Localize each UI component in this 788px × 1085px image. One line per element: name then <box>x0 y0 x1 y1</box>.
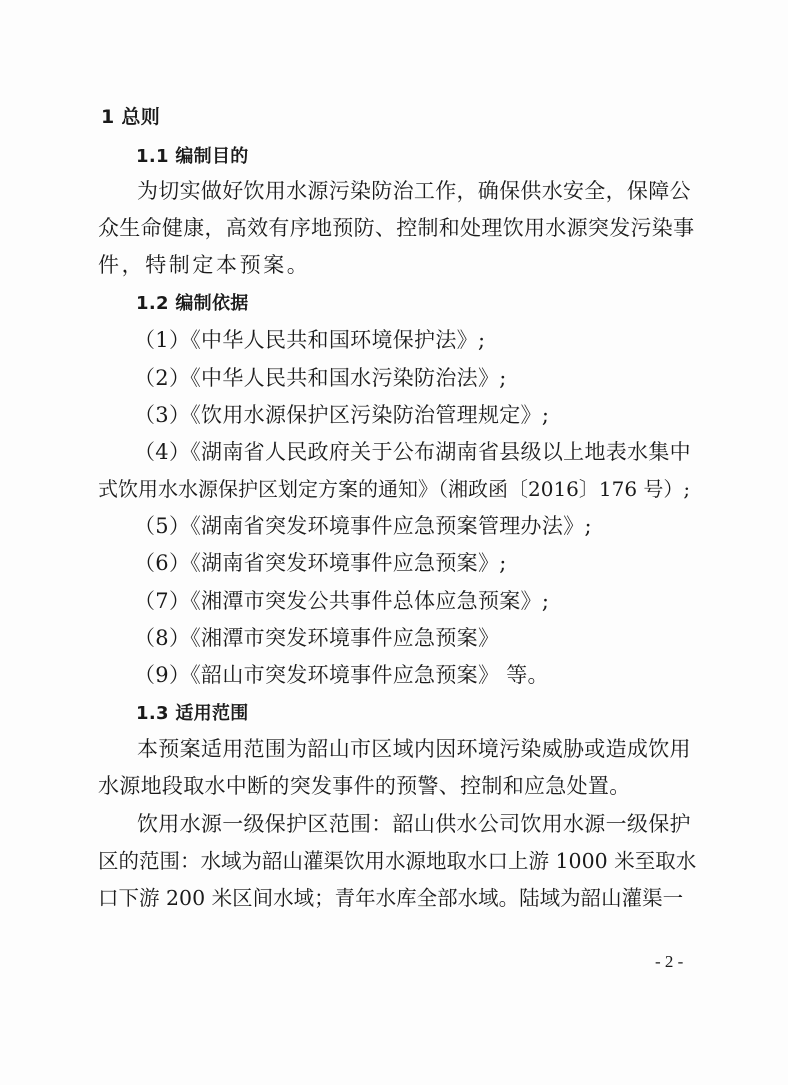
section-heading-1-1: 1.1 编制目的 <box>136 146 249 167</box>
section-heading-1-2: 1.2 编制依据 <box>136 293 249 314</box>
paragraph-line: 口下游 200 米区间水域；青年水库全部水域。陆域为韶山灌渠一 <box>98 886 684 910</box>
list-item: （2）《中华人民共和国水污染防治法》; <box>134 366 507 390</box>
paragraph-line: 众生命健康，高效有序地预防、控制和处理饮用水源突发污染事 <box>98 216 695 240</box>
paragraph-line: 件，特制定本预案。 <box>98 253 311 277</box>
list-item: （9）《韶山市突发环境事件应急预案》 等。 <box>134 663 549 687</box>
list-item: （8）《湘潭市突发环境事件应急预案》 <box>134 626 500 650</box>
list-item: （7）《湘潭市突发公共事件总体应急预案》; <box>134 589 550 613</box>
paragraph-line: 水源地段取水中断的突发事件的预警、控制和应急处置。 <box>98 774 631 798</box>
list-item: （5）《湖南省突发环境事件应急预案管理办法》; <box>134 514 592 538</box>
list-item-continuation: 式饮用水水源保护区划定方案的通知》（湘政函〔2016〕176 号）; <box>98 477 691 501</box>
list-item: （1）《中华人民共和国环境保护法》; <box>134 328 486 352</box>
list-item: （6）《湖南省突发环境事件应急预案》; <box>134 551 507 575</box>
list-item: （4）《湖南省人民政府关于公布湖南省县级以上地表水集中 <box>134 440 691 464</box>
list-item: （3）《饮用水源保护区污染防治管理规定》; <box>134 403 550 427</box>
paragraph-line: 为切实做好饮用水源污染防治工作，确保供水安全，保障公 <box>137 179 691 203</box>
chapter-heading: 1 总则 <box>101 106 161 128</box>
paragraph-line: 本预案适用范围为韶山市区域内因环境污染威胁或造成饮用 <box>137 737 691 761</box>
paragraph-line: 区的范围：水域为韶山灌渠饮用水源地取水口上游 1000 米至取水 <box>98 849 697 873</box>
page-number: - 2 - <box>655 952 684 971</box>
paragraph-line: 饮用水源一级保护区范围：韶山供水公司饮用水源一级保护 <box>137 812 691 836</box>
section-heading-1-3: 1.3 适用范围 <box>136 703 249 724</box>
